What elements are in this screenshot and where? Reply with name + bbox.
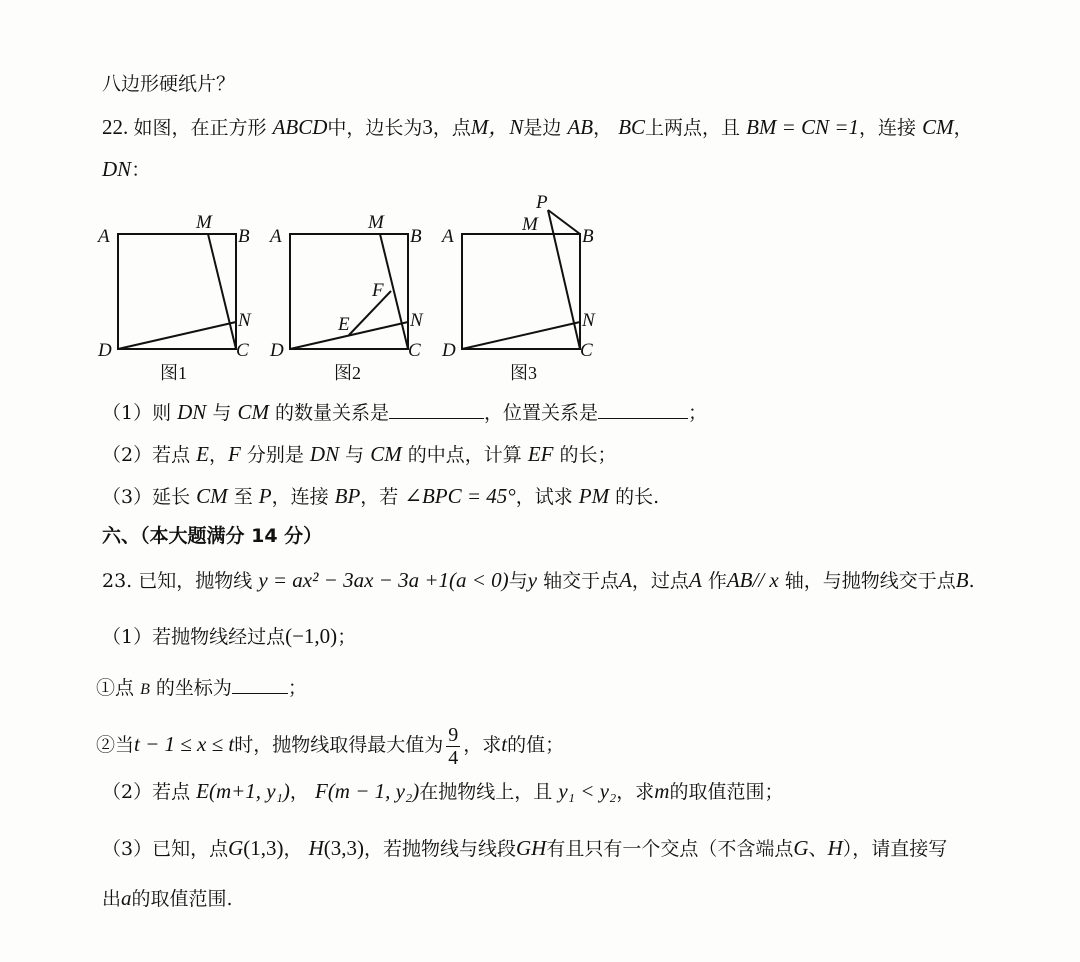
- text: ①点: [96, 677, 135, 699]
- text: 的坐标为: [155, 677, 232, 699]
- figure-caption: 图1: [160, 363, 187, 383]
- section-title: 六、（本大题满分 14 分）: [102, 525, 323, 547]
- math: GH: [516, 836, 547, 860]
- math: a: [121, 886, 132, 910]
- text: （1）若抛物线经过点: [102, 626, 286, 648]
- text: ，过点: [631, 570, 689, 592]
- answer-blank[interactable]: [232, 673, 288, 694]
- fraction: [446, 724, 460, 769]
- label-n: N: [410, 310, 423, 331]
- text: ，位置关系是: [484, 402, 599, 424]
- math: BP: [334, 484, 361, 508]
- text: ，若抛物线与线段: [364, 838, 517, 860]
- text: ，连接: [859, 117, 917, 139]
- text: 是边: [523, 117, 562, 139]
- math: BM = CN =1: [746, 115, 860, 139]
- math: E: [196, 442, 209, 466]
- label-m: M: [196, 212, 212, 233]
- text: 分别是: [246, 444, 304, 466]
- square-fig1: [118, 234, 236, 349]
- text: 的长.: [615, 486, 660, 508]
- text: 的取值范围.: [131, 888, 233, 910]
- math: (m+1, y₁): [208, 779, 290, 803]
- math: F: [314, 779, 328, 803]
- math: CM: [196, 484, 228, 508]
- math: ∠BPC = 45°: [404, 484, 516, 508]
- math: t − 1 ≤ x ≤ t: [134, 732, 235, 756]
- math: G: [228, 836, 244, 860]
- label-m: M: [522, 214, 538, 235]
- text: 的取值范围；: [669, 781, 784, 803]
- text: ，: [289, 781, 309, 803]
- answer-blank[interactable]: [389, 398, 484, 419]
- label-p: P: [536, 192, 548, 213]
- text: 至: [233, 486, 253, 508]
- text: 轴交于点: [543, 570, 620, 592]
- text: ），请直接写: [842, 838, 948, 860]
- label-b: B: [582, 226, 594, 247]
- label-c: C: [580, 340, 593, 361]
- math: AB: [567, 115, 594, 139]
- geometry-figures: [90, 188, 630, 388]
- text: 与: [508, 570, 528, 592]
- text: ；: [688, 402, 708, 424]
- label-c: C: [408, 340, 421, 361]
- math: EF: [527, 442, 554, 466]
- segment-ef-fig2: [349, 291, 391, 335]
- text: ，: [283, 838, 303, 860]
- math: A: [619, 568, 632, 592]
- text: （3）已知，点: [102, 838, 229, 860]
- text: ，: [593, 117, 613, 139]
- text: ，: [208, 444, 228, 466]
- text: ；: [337, 626, 357, 648]
- math: t: [501, 732, 508, 756]
- segment-cm-fig1: [208, 234, 236, 349]
- text: ，点: [432, 117, 471, 139]
- math: E: [196, 779, 209, 803]
- text-line: [102, 70, 235, 98]
- math: H: [308, 836, 324, 860]
- label-a: A: [442, 226, 454, 247]
- label-a: A: [98, 226, 110, 247]
- math: PM: [578, 484, 610, 508]
- label-e: E: [338, 314, 350, 335]
- question-23-part-3-cont: [102, 884, 233, 913]
- denominator: 4: [448, 746, 459, 769]
- label-b: B: [410, 226, 422, 247]
- math: CM: [237, 400, 269, 424]
- text: 的数量关系是: [274, 402, 389, 424]
- segment-dn-fig3: [462, 322, 580, 349]
- text: ，求: [463, 734, 502, 756]
- text: 轴，与抛物线交于点: [784, 570, 956, 592]
- math: DN: [177, 400, 207, 424]
- text: 与: [212, 402, 232, 424]
- math: BC: [618, 115, 646, 139]
- math: CM: [922, 115, 954, 139]
- segment-dn-fig1: [118, 322, 236, 349]
- text: 上两点，且: [645, 117, 741, 139]
- label-m: M: [368, 212, 384, 233]
- label-b: B: [238, 226, 250, 247]
- text: ，求: [616, 781, 655, 803]
- math: P: [258, 484, 272, 508]
- text: 与: [345, 444, 365, 466]
- text: 作: [707, 570, 727, 592]
- math: CM: [370, 442, 402, 466]
- text: （1）则: [102, 402, 172, 424]
- math: 3: [422, 115, 433, 139]
- text: 的值；: [507, 734, 565, 756]
- text: 时，抛物线取得最大值为: [234, 734, 444, 756]
- label-n: N: [238, 310, 251, 331]
- text: ：: [131, 159, 151, 181]
- question-number: 22.: [102, 115, 134, 139]
- math: m: [654, 779, 670, 803]
- question-22-stem-cont: [102, 155, 150, 184]
- math: H: [827, 836, 843, 860]
- math: DN: [102, 157, 132, 181]
- figure-caption: 图2: [334, 363, 361, 383]
- math: (−1,0): [285, 624, 338, 648]
- math: y: [527, 568, 538, 592]
- question-23-part-1: [102, 622, 356, 651]
- question-22-part-1: [102, 398, 707, 427]
- question-22-stem: [102, 113, 973, 142]
- text: ，试求: [515, 486, 573, 508]
- math: A: [688, 568, 702, 592]
- text: （2）若点: [102, 444, 191, 466]
- text: 23. 已知，抛物线: [102, 570, 253, 592]
- text: ，: [953, 117, 973, 139]
- text: （3）延长: [102, 486, 191, 508]
- label-d: D: [98, 340, 112, 361]
- question-23-part-3: [102, 834, 947, 863]
- text: ，连接: [271, 486, 329, 508]
- math: DN: [309, 442, 340, 466]
- math: B: [140, 681, 150, 698]
- text: 、: [808, 838, 828, 860]
- label-n: N: [582, 310, 595, 331]
- math: (m − 1, y₂): [327, 779, 420, 803]
- text: 八边形硬纸片？: [102, 73, 236, 95]
- label-c: C: [236, 340, 249, 361]
- label-d: D: [270, 340, 284, 361]
- question-23-part-1b: [96, 718, 564, 770]
- text: 中，边长为: [327, 117, 423, 139]
- math: F: [227, 442, 241, 466]
- math: M，N: [470, 115, 524, 139]
- text: ②当: [96, 734, 135, 756]
- label-d: D: [442, 340, 456, 361]
- math: y₁ < y₂: [558, 779, 617, 803]
- text: 有且只有一个交点（不含端点: [546, 838, 794, 860]
- math: G: [793, 836, 809, 860]
- math: (1,3): [243, 836, 284, 860]
- question-23-part-1a: [96, 673, 307, 704]
- label-a: A: [270, 226, 282, 247]
- text: ，若: [360, 486, 399, 508]
- square-fig3: [462, 234, 580, 349]
- text: （2）若点: [102, 781, 191, 803]
- section-heading: [102, 522, 322, 550]
- text: 如图，在正方形: [133, 117, 267, 139]
- math: (3,3): [323, 836, 364, 860]
- answer-blank[interactable]: [598, 398, 688, 419]
- math: (a < 0): [449, 568, 509, 592]
- figure-caption: 图3: [510, 363, 537, 383]
- numerator: 9: [448, 723, 459, 746]
- segment-cm-fig2: [380, 234, 408, 349]
- math: ABCD: [272, 115, 328, 139]
- text: 出: [102, 888, 122, 910]
- question-23-stem: [102, 566, 975, 595]
- question-23-part-2: [102, 777, 783, 806]
- math-formula: y = ax² − 3ax − 3a +1: [258, 568, 450, 592]
- question-22-part-3: [102, 482, 659, 511]
- text: 在抛物线上，且: [419, 781, 553, 803]
- text: .: [968, 570, 975, 592]
- text: 的中点，计算: [407, 444, 522, 466]
- text: 的长；: [559, 444, 617, 466]
- label-f: F: [372, 280, 384, 301]
- math: B: [955, 568, 969, 592]
- question-22-part-2: [102, 440, 617, 469]
- math: AB// x: [726, 568, 779, 592]
- text: ；: [287, 677, 307, 699]
